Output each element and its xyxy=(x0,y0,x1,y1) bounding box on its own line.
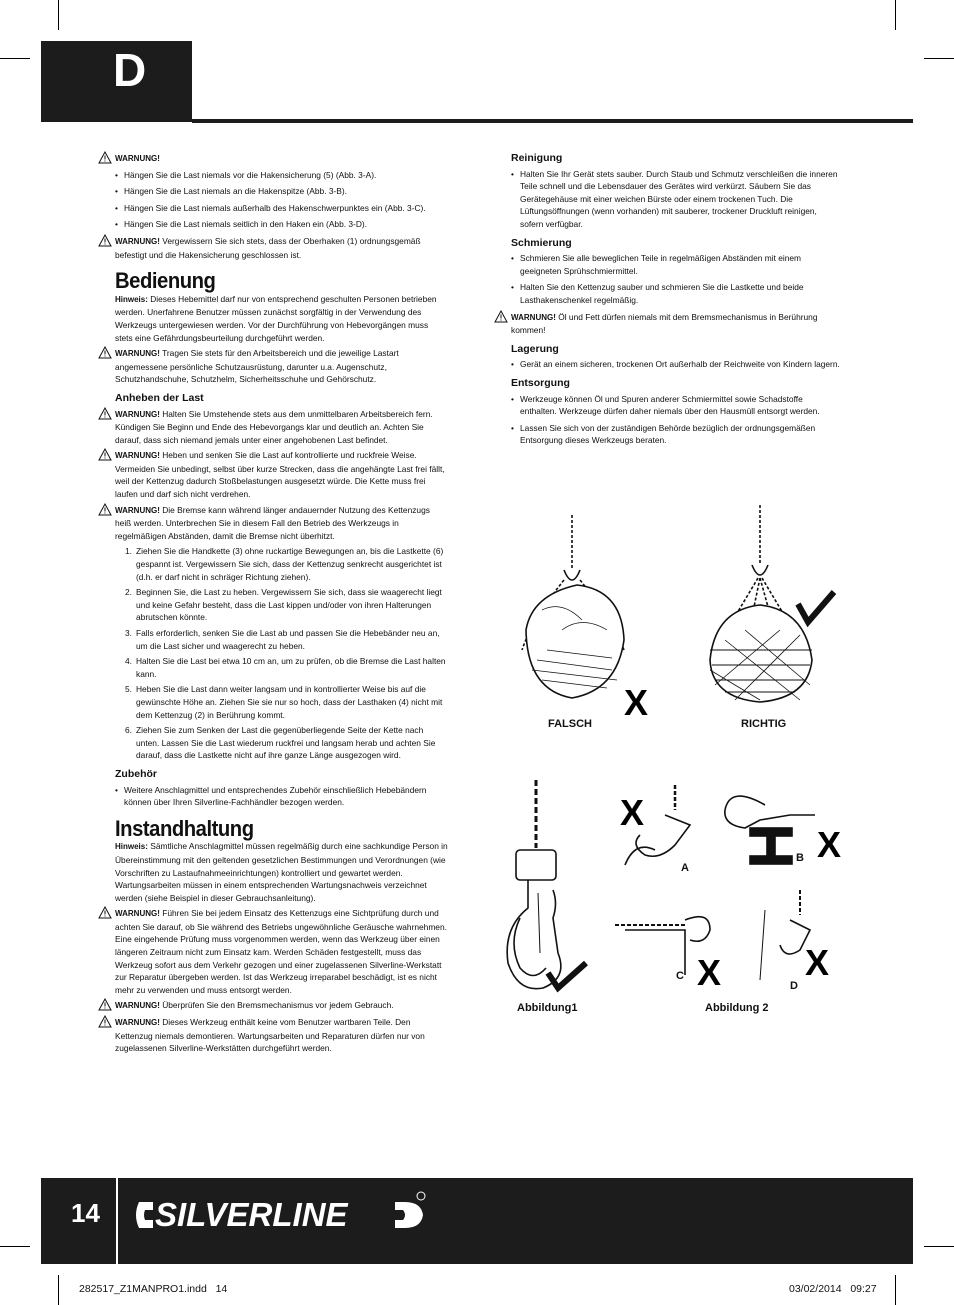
warning-text: Öl und Fett dürfen niemals mit dem Bremsmechanismus in Berührung kommen! xyxy=(511,311,818,336)
heading-anheben: Anheben der Last xyxy=(115,391,204,404)
warning-icon xyxy=(98,151,112,164)
warning-icon xyxy=(494,310,508,323)
schmierung-list xyxy=(494,252,840,306)
hinweis-text: Sämtliche Anschlagmittel müssen regelmäßig durch eine sachkundige Person in Übereinstimmung mit den geltenden gesetzlichen Bestimmungen und Verordnungen (wie Vorschriften zu Lastaufnahmeeinrichtungen) kontrolliert und gewartet werden. Wartungsarbeiten müssen in einem entsprechenden Wartungsnachweis verzeichnet werden (siehe Beispiel in dieser Gebrauchsanleitung). xyxy=(115,841,448,903)
silverline-logo xyxy=(133,1190,433,1240)
warning-icon xyxy=(98,1015,112,1028)
list-item: • Gerät an einem sicheren, trockenen Ort außerhalb der Reichweite von Kindern lagern. xyxy=(494,358,840,371)
hinweis-label: Hinweis: xyxy=(115,842,148,852)
figure-richtig xyxy=(700,500,840,715)
step-text: Halten Sie die Last bei etwa 10 cm an, um zu prüfen, ob die Bremse die Last halten kann. xyxy=(136,656,446,679)
label-d: D xyxy=(790,980,798,992)
check-icon xyxy=(798,592,834,622)
warning-label: WARNUNG! xyxy=(115,451,160,461)
page-number: 14 xyxy=(71,1198,100,1228)
warning-icon xyxy=(98,407,112,420)
footer-file xyxy=(79,1283,227,1295)
figure-falsch xyxy=(512,510,662,715)
left-column xyxy=(98,152,448,1058)
heading-schmierung: Schmierung xyxy=(511,236,572,249)
caption-abbildung1: Abbildung1 xyxy=(517,1002,578,1014)
header-rule xyxy=(192,119,913,123)
warning-text: Dieses Werkzeug enthält keine vom Benutzer wartbaren Teile. Den Kettenzug niemals demontieren. Wartungsarbeiten und Reparaturen dürfen nur von zugelassenen Silverline-Werkstätten durchgeführt werden. xyxy=(115,1017,425,1054)
warning-icon xyxy=(98,234,112,247)
step-text: Beginnen Sie, die Last zu heben. Vergewissern Sie sich, dass sie waagerecht liegt und keine Gefahr besteht, dass die Last kippen und/oder von ihren Halterungen abrutschen könnte. xyxy=(136,587,442,623)
step-number: 4. xyxy=(125,656,132,667)
list-item: • Hängen Sie die Last niemals vor die Hakensicherung (5) (Abb. 3-A). xyxy=(98,169,448,182)
list-item: • Halten Sie den Kettenzug sauber und schmieren Sie die Lastkette und beide Lasthakenschenkel regelmäßig. xyxy=(494,281,840,306)
cross-icon: X xyxy=(805,942,830,983)
warning-text: Halten Sie Umstehende stets aus dem unmittelbaren Arbeitsbereich fern. Kündigen Sie Beginn und Ende des Hebevorgangs klar und deutlich an. Achten Sie darauf, dass sich niemand jemals unter einer angehobenen Last befindet. xyxy=(115,408,433,445)
warning-7 xyxy=(98,907,448,996)
warning-5 xyxy=(98,449,448,500)
cross-icon: X xyxy=(817,824,842,865)
warning-label: WARNUNG! xyxy=(115,909,160,919)
heading-instandhaltung: Instandhaltung xyxy=(115,815,254,841)
reinigung-list xyxy=(494,168,840,231)
step-text: Ziehen Sie die Handkette (3) ohne ruckartige Bewegungen an, bis die Lastkette (6) gespannt ist. Vergewissern Sie sich, dass der Kettenzug senkrecht ausgerichtet ist (d.h. er darf nicht in schräger Richtung ziehen). xyxy=(136,546,444,582)
crop-mark xyxy=(924,58,954,59)
section-tab xyxy=(41,41,192,122)
list-item: • Werkzeuge können Öl und Spuren anderer Schmiermittel sowie Schadstoffe enthalten. Werkzeuge dürfen daher niemals über den Hausmüll entsorgt werden. xyxy=(494,393,840,418)
heading-reinigung: Reinigung xyxy=(511,152,563,164)
cross-icon: X xyxy=(620,792,645,833)
figure-abbildung1 xyxy=(498,778,593,1003)
label-c: C xyxy=(676,970,684,982)
footer-filename: 282517_Z1MANPRO1.indd xyxy=(79,1283,207,1295)
hinweis-2 xyxy=(98,840,448,904)
list-item: • Halten Sie Ihr Gerät stets sauber. Durch Staub und Schmutz verschleißen die inneren Teile schnell und die Lebensdauer des Gerätes wird verkürzt. Säubern Sie das Gerätegehäuse mit einer weichen Bürste oder einem trockenen Tuch. Die Lüftungsöffnungen (wenn vorhanden) mit sauberer, trockener Druckluft reinigen, sofern verfügbar. xyxy=(494,168,840,231)
warning-icon xyxy=(98,906,112,919)
cross-icon: X xyxy=(624,682,649,715)
zubehoer-list xyxy=(98,784,448,809)
entsorgung-list xyxy=(494,393,840,447)
caption-abbildung2: Abbildung 2 xyxy=(705,1002,769,1014)
list-item: • Hängen Sie die Last niemals an die Hakenspitze (Abb. 3-B). xyxy=(98,185,448,198)
footer-date-value: 03/02/2014 xyxy=(789,1283,842,1295)
heading-bedienung: Bedienung xyxy=(115,268,216,294)
list-item: • Lassen Sie sich von der zuständigen Behörde bezüglich der ordnungsgemäßen Entsorgung dieses Werkzeugs beraten. xyxy=(494,422,840,447)
footer-divider xyxy=(116,1178,118,1264)
heading-zubehoer: Zubehör xyxy=(115,767,157,780)
step-item xyxy=(98,655,448,680)
warning-label: WARNUNG! xyxy=(115,1018,160,1028)
hinweis-text: Dieses Hebemittel darf nur von entsprechend geschulten Personen betrieben werden. Unerfahrene Benutzer müssen zunächst sorgfältig in der Verwendung des Werkzeugs untergewiesen werden. Vor der Durchführung von Hebevorgängen muss stets eine Gefährdungsbeurteilung durchgeführt werden. xyxy=(115,293,437,343)
warning-label: WARNUNG! xyxy=(115,349,160,359)
warning-icon xyxy=(98,346,112,359)
step-item xyxy=(98,627,448,652)
hinweis-label: Hinweis: xyxy=(115,294,148,304)
step-text: Falls erforderlich, senken Sie die Last ab und passen Sie die Hebebänder neu an, um die Last sicher und waagerecht zu heben. xyxy=(136,628,440,651)
warning-6 xyxy=(98,504,448,543)
list-item: • Schmieren Sie alle beweglichen Teile in regelmäßigen Abständen mit einem geeigneten Sprühschmiermittel. xyxy=(494,252,840,277)
cross-icon: X xyxy=(697,952,722,993)
warning-oil xyxy=(494,311,840,337)
warning-text: Die Bremse kann während länger andauernder Nutzung des Kettenzugs heiß werden. Unterbrechen Sie in diesem Fall den Betrieb des Werkzeugs in regelmäßigen Abständen, damit die Bremse nicht überhitzt. xyxy=(115,504,430,541)
step-number: 5. xyxy=(125,684,132,695)
step-number: 3. xyxy=(125,628,132,638)
label-a: A xyxy=(681,862,689,874)
steps-list xyxy=(98,545,448,762)
heading-entsorgung: Entsorgung xyxy=(511,376,570,389)
heading-lagerung: Lagerung xyxy=(511,342,559,355)
hinweis-1 xyxy=(98,293,448,344)
warning-icon xyxy=(98,503,112,516)
crop-mark xyxy=(0,1246,30,1247)
warning-8 xyxy=(98,999,448,1013)
section-letter: D xyxy=(113,44,147,96)
step-number: 1. xyxy=(125,546,132,557)
crop-mark xyxy=(58,1275,59,1305)
list-item: • Weitere Anschlagmittel und entsprechendes Zubehör einschließlich Hebebändern können über Ihren Silverline-Fachhändler bezogen werden. xyxy=(98,784,448,809)
warning-text: Heben und senken Sie die Last auf kontrollierte und ruckfreie Weise. Vermeiden Sie unbedingt, selbst über kurze Strecken, dass die angehängte Last frei fällt, weil der Kettenzug dadurch Stoßbelastungen ausgesetzt würde. Die Kette muss frei laufen und darf sich nicht verdrehen. xyxy=(115,450,445,500)
crop-mark xyxy=(895,0,896,30)
warning-1 xyxy=(98,152,448,166)
crop-mark xyxy=(0,58,30,59)
warning-4 xyxy=(98,408,448,447)
warning-text: Überprüfen Sie den Bremsmechanismus vor jedem Gebrauch. xyxy=(159,1000,394,1011)
right-column xyxy=(494,152,840,451)
footer-bar xyxy=(41,1178,913,1264)
warning-icon xyxy=(98,998,112,1011)
list-item: • Hängen Sie die Last niemals außerhalb des Hakenschwerpunktes ein (Abb. 3-C). xyxy=(98,202,448,215)
warning-2 xyxy=(98,235,448,261)
crop-mark xyxy=(895,1275,896,1305)
warning-label: WARNUNG! xyxy=(115,409,160,419)
warning-text: Tragen Sie stets für den Arbeitsbereich und die jeweilige Lastart angemessene persönliche Schutzausrüstung, darunter u.a. Augenschutz, Schutzhandschuhe, Schutzhelm, Sicherheitsschuhe und Gehörschutz. xyxy=(115,348,399,385)
footer-time: 09:27 xyxy=(850,1283,877,1295)
warning-label: WARNUNG! xyxy=(511,312,556,322)
label-b: B xyxy=(796,852,804,864)
warning-9 xyxy=(98,1016,448,1055)
list-item: • Hängen Sie die Last niemals seitlich in den Haken ein (Abb. 3-D). xyxy=(98,218,448,231)
warning-label: WARNUNG! xyxy=(115,154,160,163)
warning-text: Vergewissern Sie sich stets, dass der Oberhaken (1) ordnungsgemäß befestigt und die Hakensicherung geschlossen ist. xyxy=(115,235,421,260)
step-number: 6. xyxy=(125,725,132,736)
footer-file-page: 14 xyxy=(215,1283,228,1295)
warning-label: WARNUNG! xyxy=(115,236,160,246)
footer-date xyxy=(789,1283,877,1295)
crop-mark xyxy=(58,0,59,30)
step-number: 2. xyxy=(125,587,132,598)
warning-1-list xyxy=(98,169,448,231)
step-text: Heben Sie die Last dann weiter langsam und in kontrollierter Weise bis auf die gewünschte Höhe an. Ziehen Sie sie nur so hoch, dass der Lasthaken (4) nicht mit dem Kettenzug (2) in Berührung kommt. xyxy=(136,684,443,720)
step-item xyxy=(98,545,448,583)
step-item xyxy=(98,683,448,721)
step-item xyxy=(98,724,448,762)
step-item xyxy=(98,586,448,624)
warning-3 xyxy=(98,347,448,386)
warning-icon xyxy=(98,448,112,461)
figure-abbildung2 xyxy=(605,780,845,1000)
check-icon xyxy=(548,963,586,988)
caption-falsch: FALSCH xyxy=(548,718,592,730)
lagerung-list xyxy=(494,358,840,371)
warning-text: Führen Sie bei jedem Einsatz des Kettenzugs eine Sichtprüfung durch und achten Sie darauf, ob Sie während des Betriebs ungewöhnliche Geräusche wahrnehmen. Eine eingehende Prüfung muss vorgenommen werden, wenn das Werkzeug über einen längeren Zeitraum nicht zum Einsatz kam. Werden Schäden festgestellt, muss das Werkzeug sofort aus dem Verkehr gezogen und einer zugelassenen Silverline-Werkstatt zur Reparatur übergeben werden. Ist das Werkzeug irreparabel beschädigt, ist es nicht mehr zu verwenden und muss entsorgt werden. xyxy=(115,908,447,995)
crop-mark xyxy=(924,1246,954,1247)
warning-label: WARNUNG! xyxy=(115,505,160,515)
step-text: Ziehen Sie zum Senken der Last die gegenüberliegende Seite der Kette nach unten. Lassen Sie die Last wiederum ruckfrei und langsam herab und achten Sie darauf, dass die Lastkette nicht auf ihre ganze Länge ausgezogen wird. xyxy=(136,725,436,761)
warning-label: WARNUNG! xyxy=(115,1001,160,1011)
caption-richtig: RICHTIG xyxy=(741,718,787,730)
logo-wordmark: SILVERLINE xyxy=(155,1196,348,1233)
